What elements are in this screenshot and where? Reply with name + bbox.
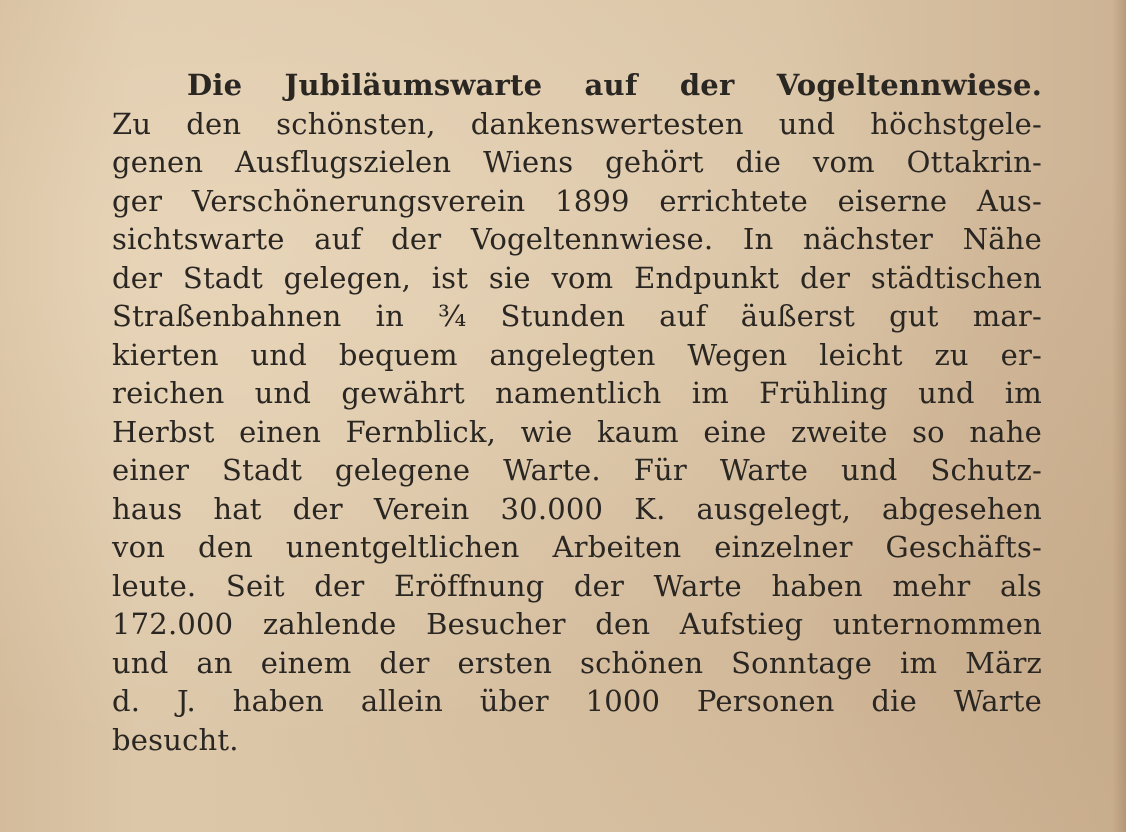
text-line: Straßenbahnen in ¾ Stunden auf äußerst gut mar- [112, 299, 1042, 333]
text-line: und an einem der ersten schönen Sonntage im März [112, 645, 1042, 680]
text-line: leute. Seit der Eröffnung der Warte haben mehr als [112, 568, 1042, 603]
text-line: d. J. haben allein über 1000 Personen die Warte [112, 684, 1042, 718]
text-line: ger Verschönerungsverein 1899 errichtete eiserne Aus- [112, 183, 1042, 218]
text-line: genen Ausflugszielen Wiens gehört die vom Ottakrin- [112, 145, 1042, 179]
text-line: sichtswarte auf der Vogeltennwiese. In nächster Nähe [112, 222, 1042, 256]
text-line: der Stadt gelegen, ist sie vom Endpunkt der städtischen [112, 260, 1042, 295]
text-line: 172.000 zahlende Besucher den Aufstieg unternommen [112, 607, 1042, 641]
text-line: kierten und bequem angelegten Wegen leicht zu er- [112, 337, 1042, 372]
text-line: einer Stadt gelegene Warte. Für Warte und Schutz- [112, 453, 1042, 487]
text-line: Herbst einen Fernblick, wie kaum eine zweite so nahe [112, 414, 1042, 449]
text-line-last: besucht. [112, 722, 239, 757]
article-title: Die Jubiläumswarte auf der Vogeltennwiese. [187, 68, 1042, 102]
page-edge-shadow [1112, 0, 1126, 832]
article-body [112, 66, 1042, 759]
text-line: reichen und gewährt namentlich im Frühling und im [112, 376, 1042, 410]
text-line: Zu den schönsten, dankenswertesten und höchstgele- [112, 106, 1042, 141]
text-line: haus hat der Verein 30.000 K. ausgelegt, abgesehen [112, 491, 1042, 526]
text-line: von den unentgeltlichen Arbeiten einzelner Geschäfts- [112, 530, 1042, 564]
